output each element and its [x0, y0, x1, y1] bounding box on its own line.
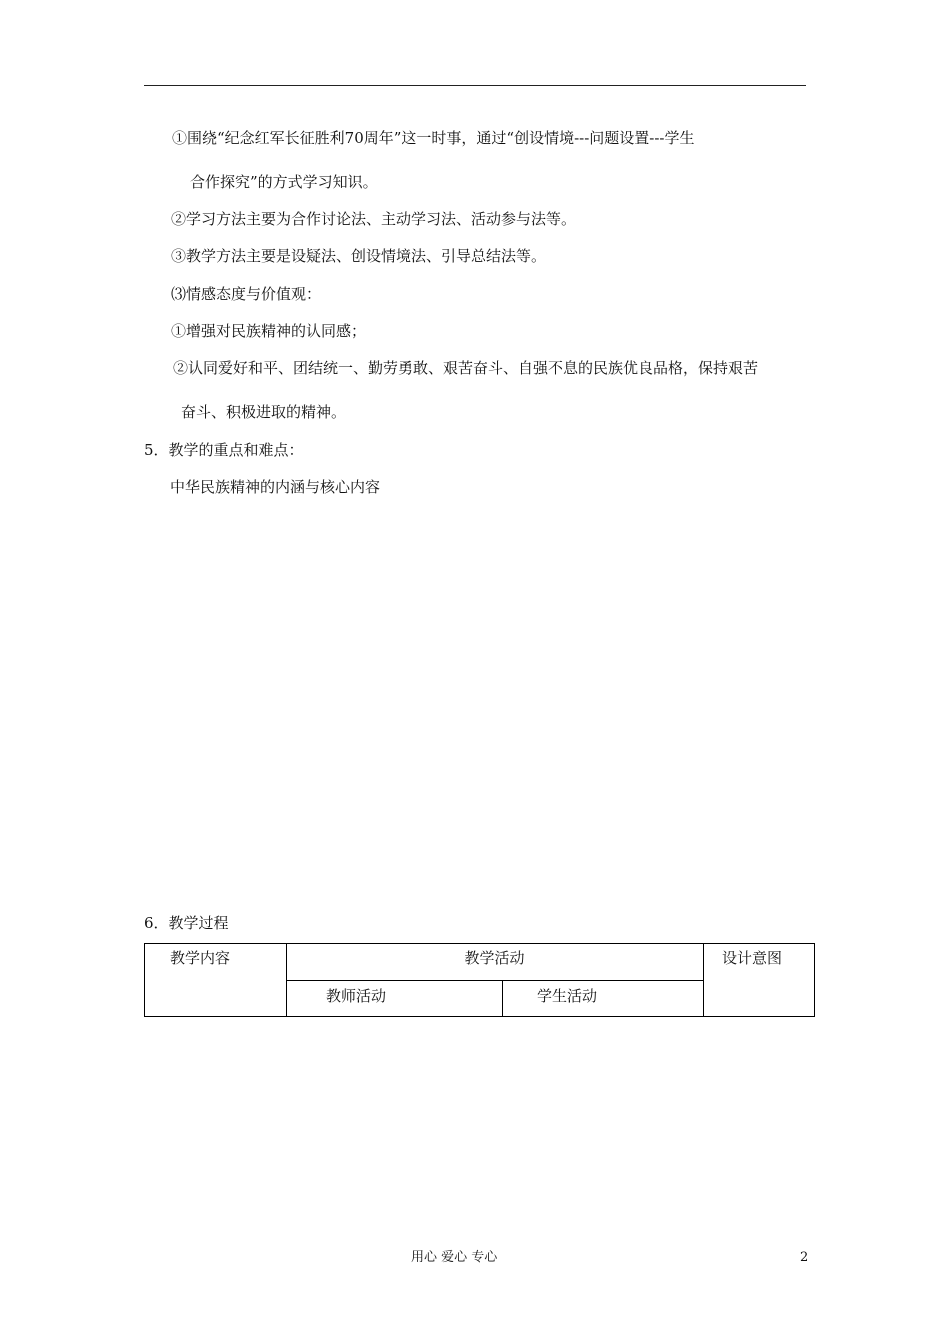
- table-subheader-teacher: 教师活动: [326, 987, 387, 1005]
- emotion-heading: ⑶情感态度与价值观：: [171, 285, 322, 303]
- table-subheader-student: 学生活动: [537, 987, 598, 1005]
- teaching-process-table: [144, 943, 815, 1017]
- table-divider-2: [502, 980, 503, 1016]
- emotion-item-2-line-2: 奋斗、积极进取的精神。: [181, 403, 347, 421]
- page-number: 2: [800, 1250, 809, 1265]
- table-header-content: 教学内容: [170, 949, 231, 967]
- method-study-item: ②学习方法主要为合作讨论法、主动学习法、活动参与法等。: [171, 210, 577, 228]
- table-subheader-rule: [286, 980, 703, 981]
- table-header-design: 设计意图: [722, 949, 783, 967]
- method-intro-line-1: ①围绕“纪念红军长征胜利70周年”这一时事，通过“创设情境---问题设置---学生: [172, 129, 695, 147]
- table-header-activity: 教学活动: [464, 949, 525, 967]
- method-teach-item: ③教学方法主要是设疑法、创设情境法、引导总结法等。: [171, 247, 547, 265]
- table-divider-3: [703, 944, 704, 1016]
- section5-content: 中华民族精神的内涵与核心内容: [170, 478, 381, 496]
- section5-heading: 5．教学的重点和难点：: [144, 441, 304, 459]
- emotion-item-1: ①增强对民族精神的认同感；: [171, 322, 367, 340]
- emotion-item-2-line-1: ②认同爱好和平、团结统一、勤劳勇敢、艰苦奋斗、自强不息的民族优良品格，保持艰苦: [173, 359, 759, 377]
- method-intro-line-2: 合作探究”的方式学习知识。: [190, 173, 378, 191]
- header-rule: [144, 85, 806, 86]
- section6-heading: 6．教学过程: [144, 914, 229, 932]
- footer-motto: 用心 爱心 专心: [411, 1250, 498, 1265]
